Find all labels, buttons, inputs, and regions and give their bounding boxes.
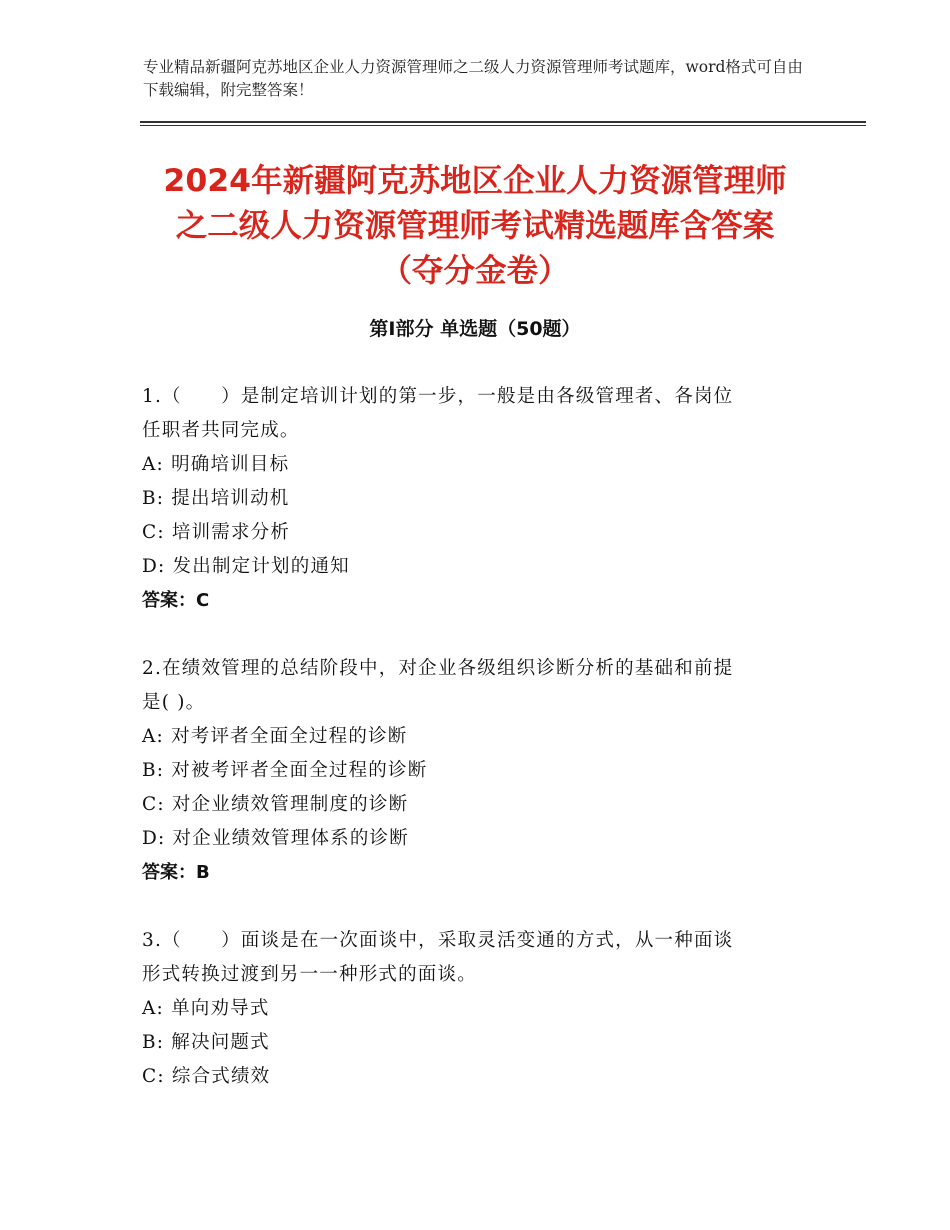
option-c: C: 对企业绩效管理制度的诊断 [142, 794, 409, 815]
question-spacer [142, 618, 802, 652]
header-rule-thin [140, 125, 866, 126]
question-stem-line: 是( )。 [142, 692, 206, 713]
question-stem-line: 3.（ ）面谈是在一次面谈中，采取灵活变通的方式，从一种面谈 [142, 930, 734, 951]
option-b: B: 解决问题式 [142, 1032, 270, 1053]
document-title [110, 159, 840, 294]
answer: 答案：B [142, 862, 210, 883]
question-spacer [142, 890, 802, 924]
option-a: A: 对考评者全面全过程的诊断 [142, 726, 408, 747]
section-title: 第Ⅰ部分 单选题（50题） [369, 318, 581, 340]
question-stem-line: 2.在绩效管理的总结阶段中，对企业各级组织诊断分析的基础和前提 [142, 658, 734, 679]
option-d: D: 对企业绩效管理体系的诊断 [142, 828, 409, 849]
question-list [142, 380, 802, 1094]
option-c: C: 培训需求分析 [142, 522, 291, 543]
option-a: A: 单向劝导式 [142, 998, 270, 1019]
option-a: A: 明确培训目标 [142, 454, 290, 475]
header-rule-thick [140, 121, 866, 123]
question-stem-line: 1.（ ）是制定培训计划的第一步，一般是由各级管理者、各岗位 [142, 386, 734, 407]
question-stem-line: 任职者共同完成。 [142, 420, 300, 441]
option-b: B: 对被考评者全面全过程的诊断 [142, 760, 428, 781]
question-stem-line: 形式转换过渡到另一一种形式的面谈。 [142, 964, 477, 985]
title-line-1: 2024年新疆阿克苏地区企业人力资源管理师 [163, 163, 787, 199]
question-3 [142, 924, 802, 1094]
question-1 [142, 380, 802, 618]
title-line-3: （夺分金卷） [380, 253, 570, 289]
answer: 答案：C [142, 590, 210, 611]
option-d: D: 发出制定计划的通知 [142, 556, 350, 577]
header-note: 专业精品新疆阿克苏地区企业人力资源管理师之二级人力资源管理师考试题库，word格式可自由下载编辑，附完整答案！ [143, 58, 803, 99]
option-b: B: 提出培训动机 [142, 488, 290, 509]
question-2 [142, 652, 802, 890]
title-line-2: 之二级人力资源管理师考试精选题库含答案 [175, 208, 775, 244]
option-c: C: 综合式绩效 [142, 1066, 271, 1087]
